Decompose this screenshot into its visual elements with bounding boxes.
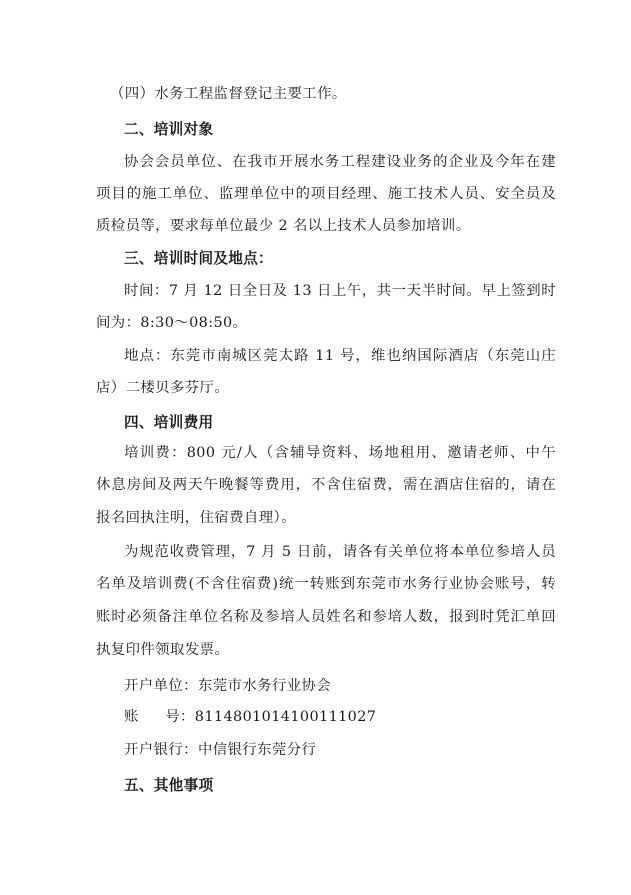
section-3-place-line-1: 地点：东莞市南城区莞太路 11 号，维也纳国际酒店（东莞山庄	[124, 348, 556, 364]
account-holder: 开户单位：东莞市水务行业协会	[124, 678, 332, 694]
account-number-line	[124, 707, 556, 727]
item-4-text: （四）水务工程监督登记主要工作。	[110, 86, 347, 102]
section-3-heading: 三、培训时间及地点：	[124, 250, 273, 267]
section-3-time-line-2: 间为：8:30～08:50。	[96, 315, 248, 331]
section-4-fee-line-1: 培训费：800 元/人（含辅导资料、场地租用、邀请老师、中午	[124, 445, 556, 461]
section-2-line-3: 质检员等，要求每单位最少 2 名以上技术人员参加培训。	[96, 218, 471, 234]
account-number: ：8114801014100111027	[180, 709, 377, 725]
section-4-payment-line-3: 账时必须备注单位名称及参培人员姓名和参培人数，报到时凭汇单回	[96, 609, 556, 625]
section-5-heading: 五、其他事项	[124, 777, 214, 794]
bank-name: 开户银行：中信银行东莞分行	[124, 742, 317, 758]
section-3-time-line-1: 时间：7 月 12 日全日及 13 日上午，共一天半时间。早上签到时	[124, 283, 556, 299]
section-2-line-2: 项目的施工单位、监理单位中的项目经理、施工技术人员、安全员及	[96, 186, 556, 202]
section-4-payment-line-2: 名单及培训费(不含住宿费)统一转账到东莞市水务行业协会账号，转	[96, 576, 556, 592]
account-label: 账号	[124, 709, 180, 725]
section-3-place-line-2: 店）二楼贝多芬厅。	[96, 380, 230, 396]
section-4-fee-line-3: 报名回执注明，住宿费自理）。	[96, 510, 296, 526]
section-2-line-1: 协会会员单位、在我市开展水务工程建设业务的企业及今年在建	[124, 154, 556, 170]
section-4-fee-line-2: 休息房间及两天午晚餐等费用，不含住宿费，需在酒店住宿的，请在	[96, 477, 556, 493]
section-4-payment-line-1: 为规范收费管理，7 月 5 日前，请各有关单位将本单位参培人员	[124, 544, 556, 560]
section-2-heading: 二、培训对象	[124, 121, 214, 138]
section-4-heading: 四、培训费用	[124, 414, 214, 431]
section-4-payment-line-4: 执复印件领取发票。	[96, 642, 230, 658]
